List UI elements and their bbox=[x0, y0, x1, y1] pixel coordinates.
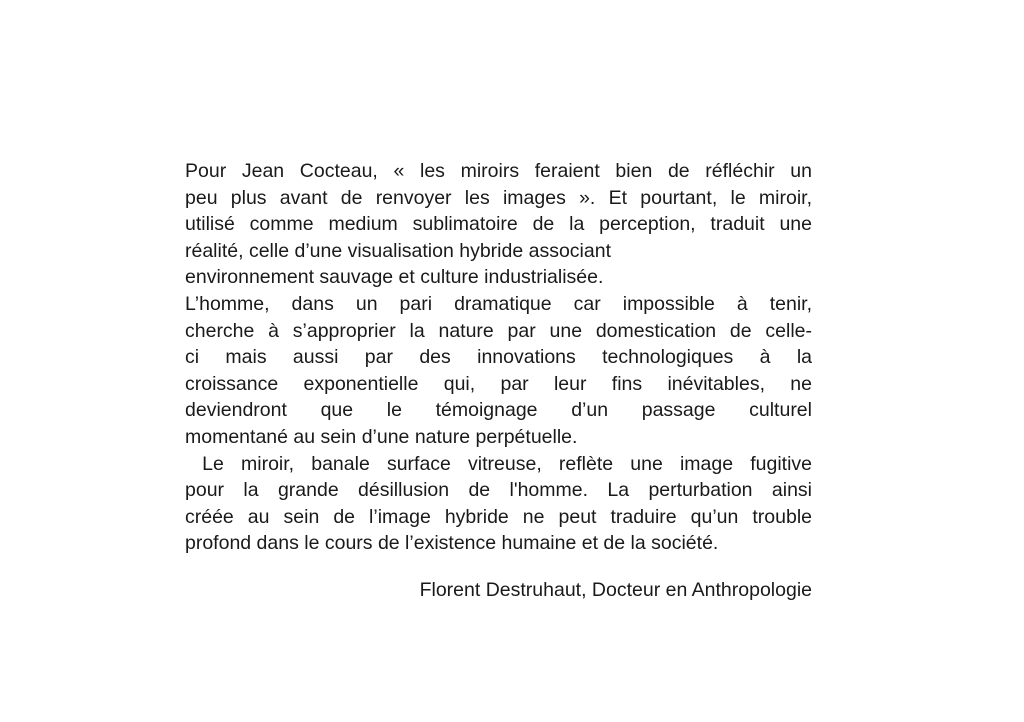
paragraph-2-line-4: croissance exponentielle qui, par leur fins inévitables, ne bbox=[185, 372, 812, 395]
paragraph-1-line-1: Pour Jean Cocteau, « les miroirs feraient bien de réfléchir un bbox=[185, 160, 812, 182]
paragraph-2-line-6: momentané au sein d’une nature perpétuelle. bbox=[185, 425, 578, 448]
paragraph-2-line-2: cherche à s’approprier la nature par une domestication de celle- bbox=[185, 319, 812, 342]
paragraph-3-line-1: Le miroir, banale surface vitreuse, reflète une image fugitive bbox=[185, 452, 812, 475]
paragraph-1-line-4: réalité, celle d’une visualisation hybride associant bbox=[185, 239, 611, 262]
paragraph-1-line-2: peu plus avant de renvoyer les images ». Et pourtant, le miroir, bbox=[185, 186, 812, 209]
paragraph-2-line-3: ci mais aussi par des innovations technologiques à la bbox=[185, 346, 812, 369]
paragraph-3-line-3: créée au sein de l’image hybride ne peut traduire qu’un trouble bbox=[185, 505, 812, 528]
paragraph-2-line-5: deviendront que le témoignage d’un passage culturel bbox=[185, 399, 812, 422]
paragraph-3-line-2: pour la grande désillusion de l'homme. La perturbation ainsi bbox=[185, 479, 812, 502]
signature: Florent Destruhaut, Docteur en Anthropologie bbox=[419, 579, 812, 601]
paragraph-1-line-3: utilisé comme medium sublimatoire de la perception, traduit une bbox=[185, 213, 812, 236]
paragraph-2-line-1: L’homme, dans un pari dramatique car impossible à tenir, bbox=[185, 292, 812, 315]
paragraph-1-line-5: environnement sauvage et culture industrialisée. bbox=[185, 266, 604, 289]
paragraph-3-line-4: profond dans le cours de l’existence humaine et de la société. bbox=[185, 532, 719, 555]
body-text bbox=[185, 158, 812, 557]
